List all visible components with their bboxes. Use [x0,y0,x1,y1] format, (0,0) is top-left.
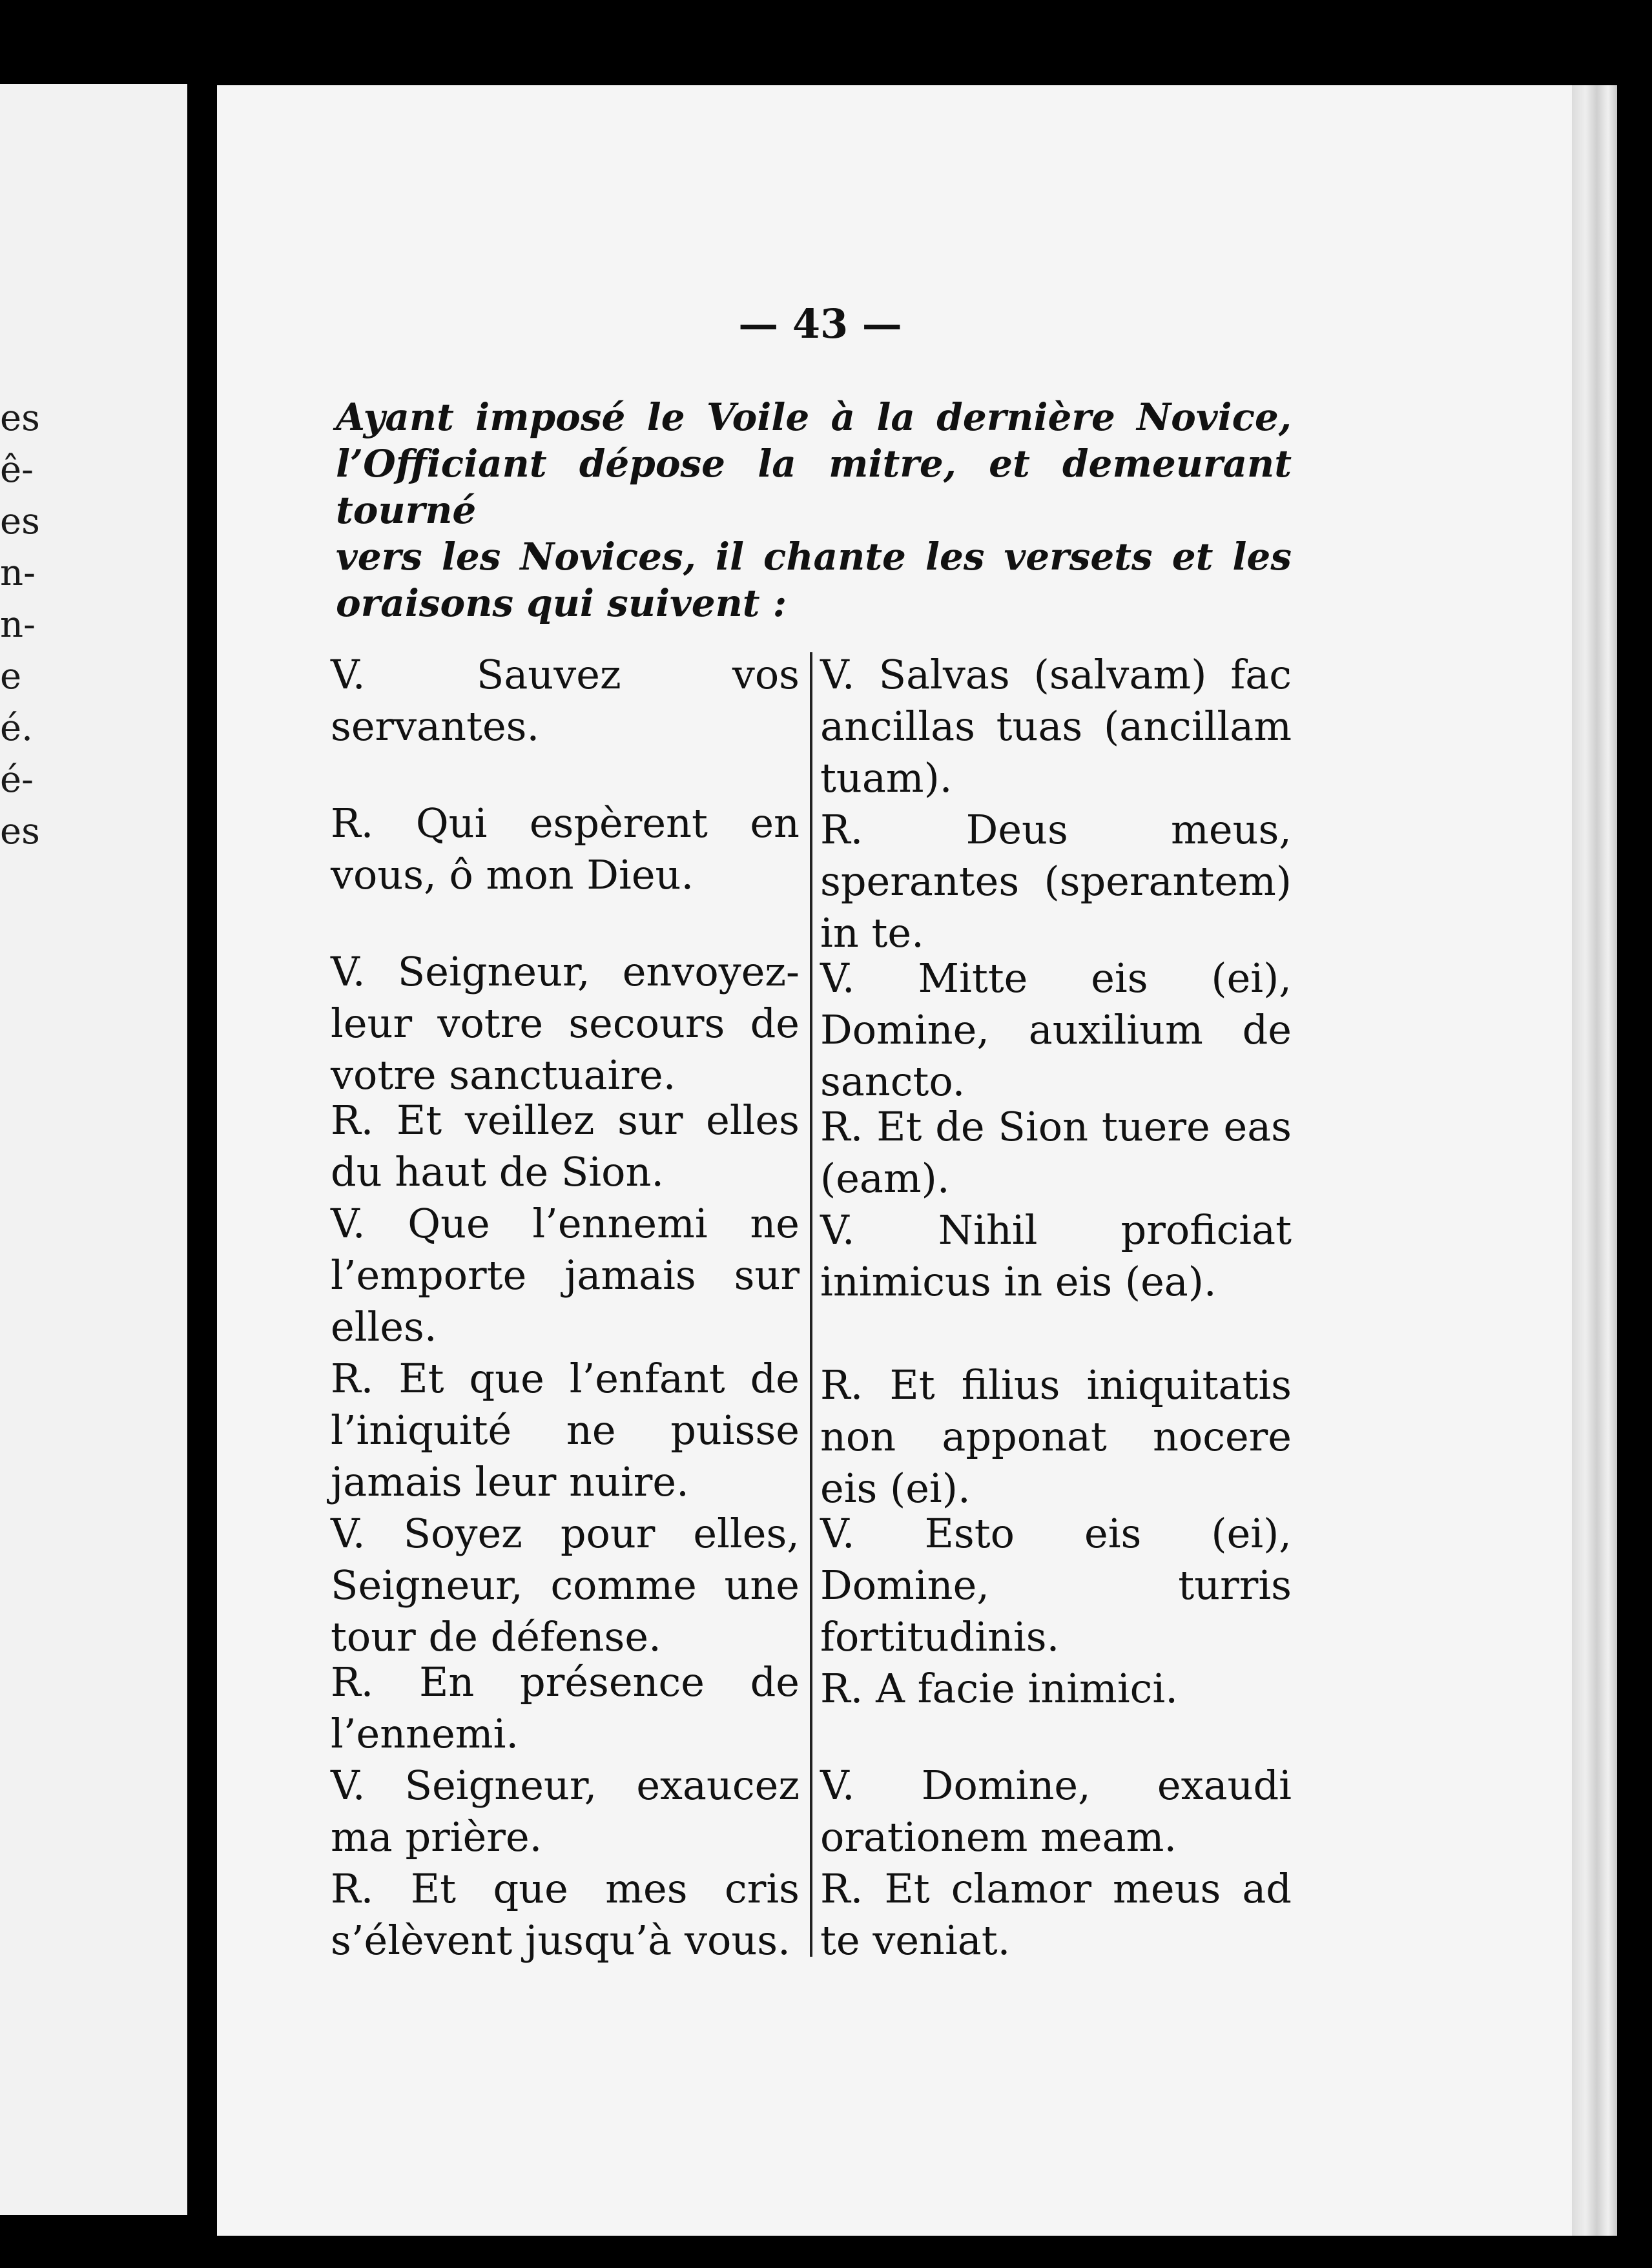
left-page-fragment: n- [0,604,36,646]
left-page-fragment: es [0,500,40,542]
versicle-fr: V. Sauvez vos servantes. [331,651,800,750]
versicle-la: V. Esto eis (ei), Domine, turris fortitudinis. [820,1510,1292,1660]
versicle-la: V. Domine, exaudi orationem meam. [820,1762,1292,1861]
left-page-fragment: es [0,397,40,439]
left-page-fragment: n- [0,552,36,594]
versicle-fr: V. Seigneur, exaucez ma prière. [331,1762,800,1861]
response-la: R. Et filius iniquitatis non apponat nocere eis (ei). [820,1361,1292,1512]
rubric-line: vers les Novices, il chante les versets et les [336,535,1292,579]
left-page-fragment: es [0,810,40,852]
response-fr: R. Et veillez sur elles du haut de Sion. [331,1097,800,1195]
rubric-instruction [336,394,1292,626]
column-divider [810,652,812,1957]
response-fr: R. En présence de l’ennemi. [331,1658,800,1757]
rubric-line: oraisons qui suivent : [336,581,787,625]
response-la: R. Et de Sion tuere eas (eam). [820,1103,1292,1202]
versicle-fr: V. Soyez pour elles, Seigneur, comme une tour de défense. [331,1510,800,1660]
response-fr: R. Qui espèrent en vous, ô mon Dieu. [331,799,800,898]
page-edges [1572,85,1617,2236]
rubric-line: Ayant imposé le Voile à la dernière Novice, [336,395,1292,439]
page-number: — 43 — [738,300,902,347]
versicle-la: V. Nihil proficiat inimicus in eis (ea). [820,1206,1292,1305]
response-la: R. Et clamor meus ad te veniat. [820,1865,1292,1964]
book-gutter [187,84,217,2268]
response-fr: R. Et que mes cris s’élèvent jusqu’à vous. [331,1865,800,1964]
left-page-fragment: é. [0,707,33,749]
versicle-la: V. Salvas (salvam) fac ancillas tuas (ancillam tuam). [820,651,1292,801]
left-page-fragment: e [0,655,22,697]
left-page-fragment: é- [0,759,34,801]
versicle-fr: V. Seigneur, envoyez-leur votre secours de votre sanctuaire. [331,948,800,1098]
response-la: R. Deus meus, sperantes (sperantem) in te. [820,806,1292,956]
versicle-fr: V. Que l’ennemi ne l’emporte jamais sur elles. [331,1200,800,1350]
versicle-la: V. Mitte eis (ei), Domine, auxilium de sancto. [820,954,1292,1105]
response-la: R. A facie inimici. [820,1665,1178,1712]
response-fr: R. Et que l’enfant de l’iniquité ne puisse jamais leur nuire. [331,1355,800,1505]
left-page-edge [0,84,187,2215]
left-page-fragment: ê- [0,449,34,491]
rubric-line: l’Officiant dépose la mitre, et demeurant tourné [336,442,1292,532]
